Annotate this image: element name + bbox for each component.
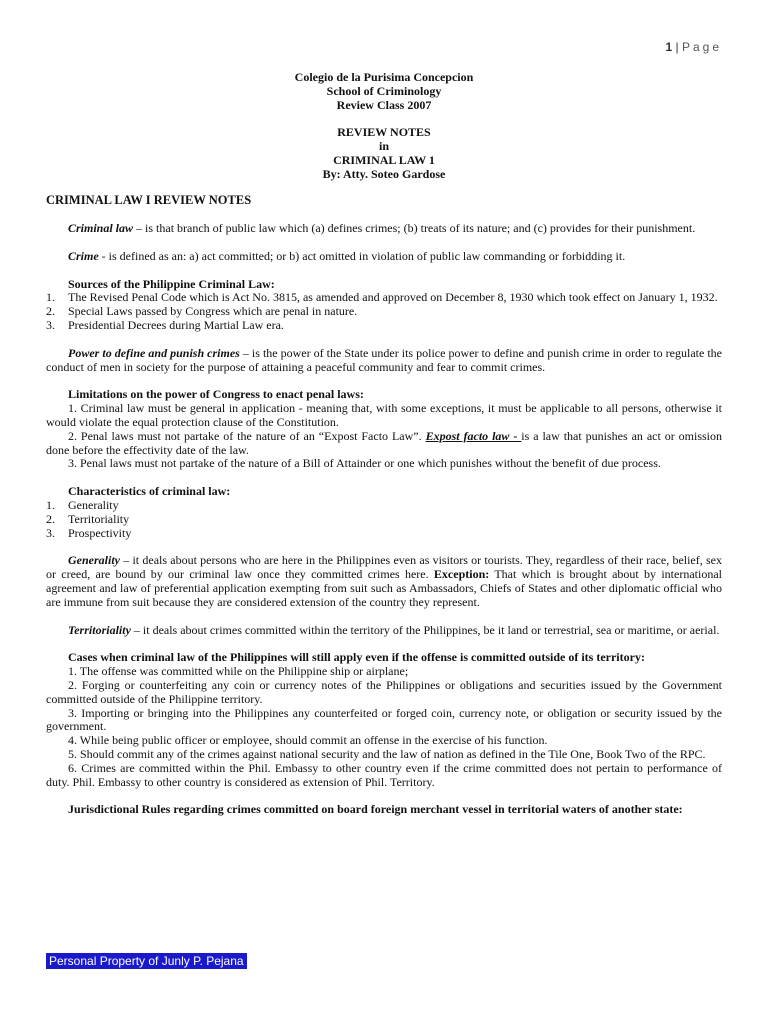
- generality-term: Generality: [68, 553, 120, 568]
- limitation-item-3: 3. Penal laws must not partake of the nature of a Bill of Attainder or one which punishes without the benefit of due process.: [68, 456, 661, 471]
- document-body: [46, 0, 722, 817]
- criminal-law-definition: [46, 222, 722, 236]
- sources-list: [46, 291, 722, 332]
- header-department: School of Criminology: [326, 84, 442, 98]
- header-author: By: Atty. Soteo Gardose: [322, 167, 446, 181]
- header-title: REVIEW NOTES: [337, 125, 431, 139]
- list-item: 6. Crimes are committed within the Phil. Embassy to other country even if the crime committed does not pertain to performance of duty. Phil. Embassy to other country is considered as extension of Phil. Territory.: [46, 760, 722, 789]
- list-item: 1. Generality: [46, 497, 119, 512]
- list-item: 1. The Revised Penal Code which is Act No. 3815, as amended and approved on December 8, 1930 which took effect on January 1, 1932.: [46, 290, 718, 305]
- header-subject: CRIMINAL LAW 1: [333, 153, 435, 167]
- main-heading: CRIMINAL LAW I REVIEW NOTES: [46, 193, 252, 207]
- list-item: 3. Importing or bringing into the Philippines any counterfeited or forged coin, currency note, or obligation or security issued by the government.: [46, 705, 722, 734]
- criminal-law-text: – is that branch of public law which (a) defines crimes; (b) treats of its nature; and (c) provides for their punishment.: [133, 221, 696, 235]
- territoriality-term: Territoriality: [68, 622, 131, 637]
- list-item: 4. While being public officer or employee, should commit an offense in the exercise of his function.: [68, 733, 548, 748]
- power-text: – is the power of the State under its police power to define and punish crime in order to regulate the conduct of men in society for the purpose of attaining a peaceful community and fear to commit crimes.: [46, 345, 722, 374]
- crime-term: Crime: [68, 248, 99, 263]
- criminal-law-term: Criminal law: [68, 221, 134, 235]
- characteristics-title: Characteristics of criminal law:: [68, 484, 231, 499]
- territoriality-definition: Territoriality – it deals about crimes committed within the territory of the Philippines, be it land or terrestrial, sea or maritime, or aerial.: [68, 622, 720, 637]
- page-number-separator: |: [672, 40, 682, 54]
- limitation-item-1: 1. Criminal law must be general in application - meaning that, with some exceptions, it must be applicable to all persons, otherwise it would violate the equal protection clause of the Constitution.: [46, 401, 722, 429]
- document-header: [46, 70, 722, 181]
- list-item: 5. Should commit any of the crimes against national security and the law of nation as defined in the Tile One, Book Two of the RPC.: [68, 746, 706, 761]
- generality-definition: Generality – it deals about persons who are here in the Philippines even as visitors or tourists. They, regardless of their race, belief, sex or creed, are bound by our criminal law once they committed crimes here. Exception: That which is brought about by international agreement and law of preferential application exempting from suit such as Ambassadors, Chiefs of States and other diplomatic official who are immune from suit because they are considered extension of the country they represent.: [46, 553, 722, 609]
- power-definition: [46, 347, 722, 375]
- sources-title: Sources of the Philippine Criminal Law:: [68, 276, 275, 291]
- crime-definition: [46, 250, 722, 264]
- list-item: 1. The offense was committed while on the Philippine ship or airplane;: [68, 664, 409, 679]
- expost-facto-term: Expost facto law -: [425, 428, 522, 443]
- power-term: Power to define and punish crimes: [68, 345, 240, 360]
- page-number-value: 1: [665, 40, 673, 54]
- limitation-item-2: 2. Penal laws must not partake of the nature of an “Expost Facto Law”. Expost facto law - is a law that punishes an act or omission done before the effectivity date of the law.: [46, 428, 723, 457]
- exception-label: Exception:: [433, 567, 490, 582]
- header-in: in: [378, 139, 389, 153]
- list-item: 2. Special Laws passed by Congress which are penal in nature.: [46, 304, 358, 319]
- characteristics-list: [46, 499, 722, 540]
- crime-text: - is defined as an: a) act committed; or b) act omitted in violation of public law commanding or forbidding it.: [98, 248, 626, 263]
- jurisdictional-title: Jurisdictional Rules regarding crimes committed on board foreign merchant vessel in territorial waters of another state:: [68, 802, 683, 817]
- header-school: Colegio de la Purisima Concepcion: [294, 70, 474, 84]
- list-item: 2. Territoriality: [46, 511, 130, 526]
- list-item: 3. Prospectivity: [46, 525, 132, 540]
- page-number-label: Page: [681, 40, 722, 54]
- cases-title: Cases when criminal law of the Philippines will still apply even if the offense is committed outside of its territory:: [68, 650, 645, 665]
- cases-list: [46, 665, 722, 789]
- list-item: 2. Forging or counterfeiting any coin or currency notes of the Philippines or obligations and securities issued by the Government committed outside of the Philippine territory.: [46, 677, 722, 706]
- owner-footer: Personal Property of Junly P. Pejana: [46, 953, 247, 969]
- limitations-title: Limitations on the power of Congress to enact penal laws:: [68, 387, 364, 402]
- list-item: 3. Presidential Decrees during Martial Law era.: [46, 317, 284, 332]
- header-class: Review Class 2007: [336, 98, 432, 112]
